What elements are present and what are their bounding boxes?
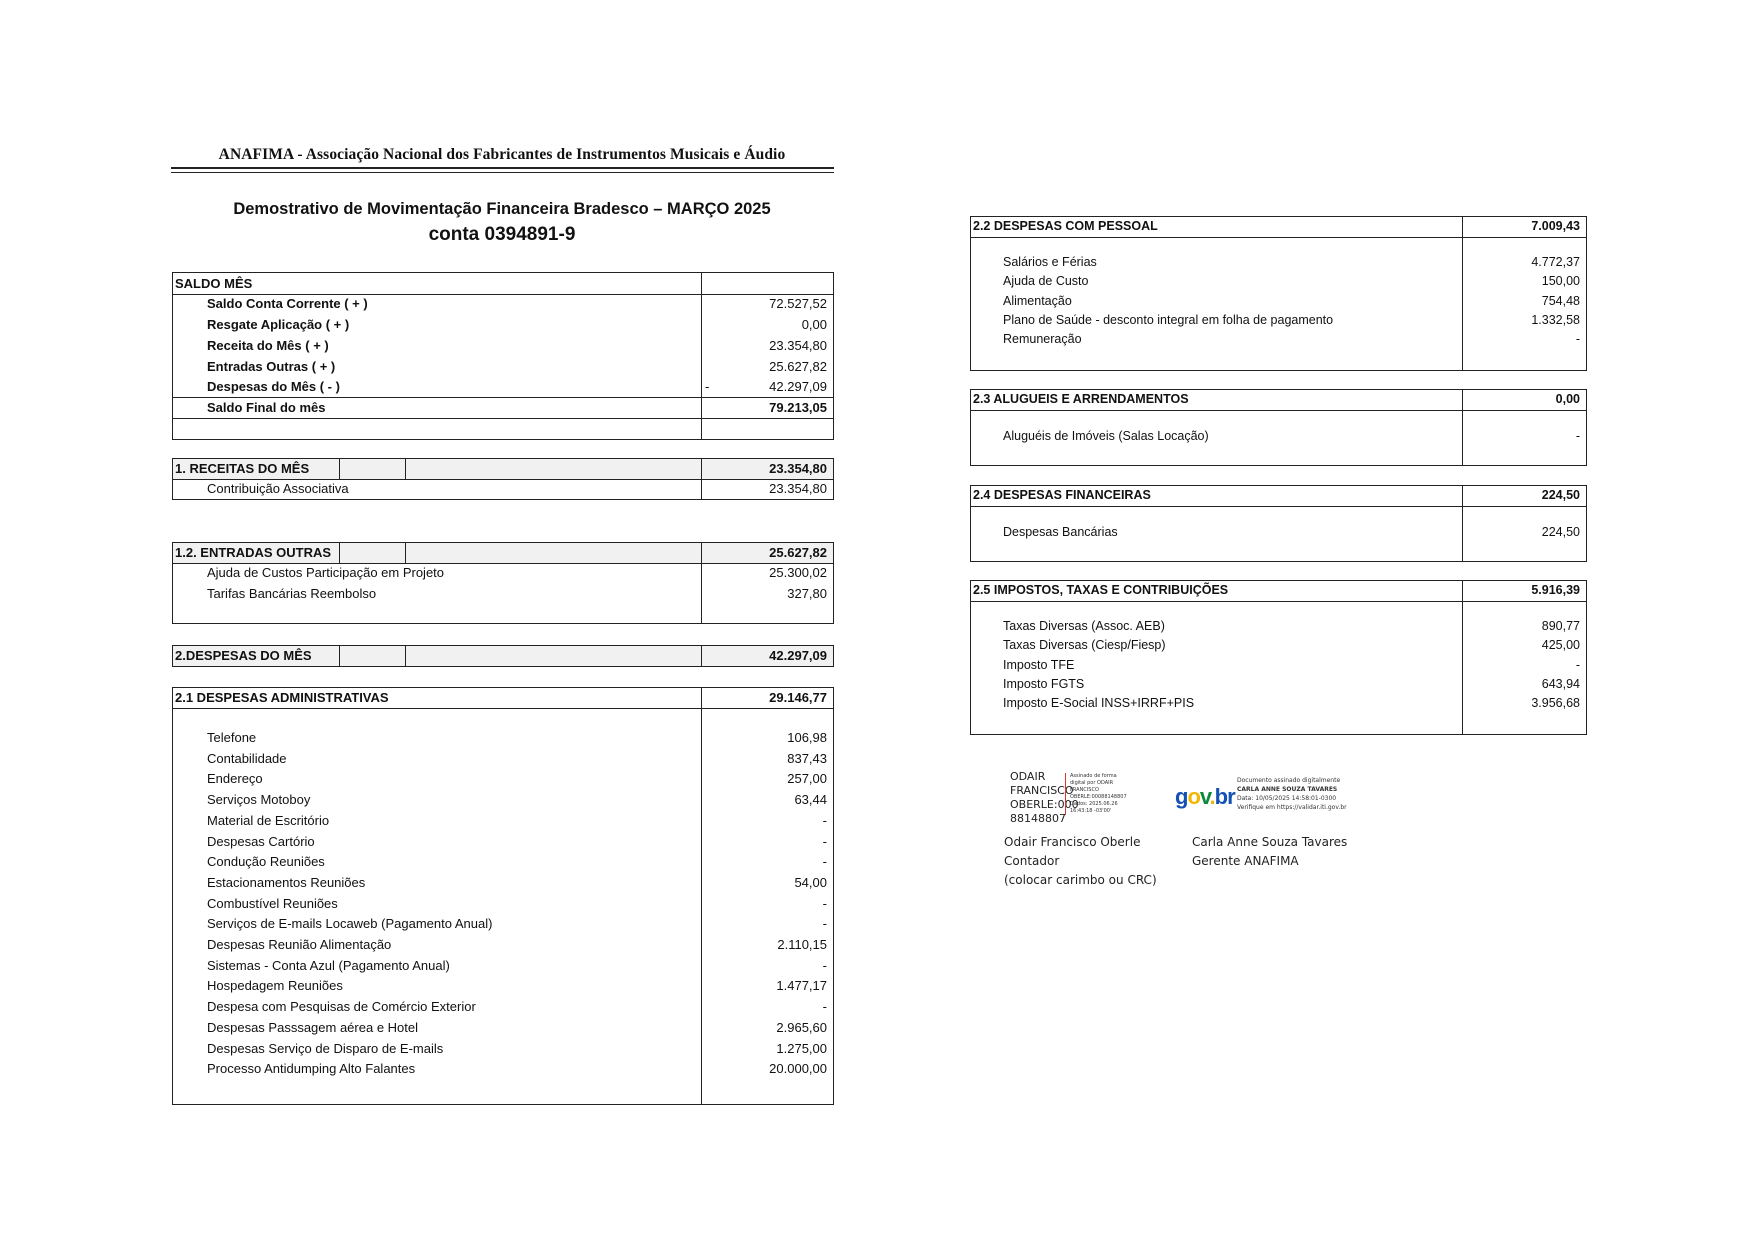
column-divider xyxy=(405,646,406,666)
admin-row-label: Despesas Passsagem aérea e Hotel xyxy=(207,1019,419,1035)
alugueis-table xyxy=(970,389,1587,466)
entradas-row-label: Ajuda de Custos Participação em Projeto xyxy=(207,565,445,580)
column-divider xyxy=(701,646,702,666)
admin-row-label: Despesas Cartório xyxy=(207,833,315,849)
admin-row-label: Estacionamentos Reuniões xyxy=(207,874,366,890)
admin-table xyxy=(172,687,834,1105)
admin-row xyxy=(173,854,833,874)
impostos-row-label: Imposto FGTS xyxy=(1003,676,1085,691)
pessoal-label: 2.2 DESPESAS COM PESSOAL xyxy=(973,219,1158,233)
admin-row-label: Sistemas - Conta Azul (Pagamento Anual) xyxy=(207,957,450,973)
pessoal-row-label: Remuneração xyxy=(1003,332,1082,347)
saldo-row-value: 23.354,80 xyxy=(769,338,827,353)
admin-row xyxy=(173,1041,833,1061)
pessoal-row-label: Alimentação xyxy=(1003,293,1072,308)
impostos-table xyxy=(970,580,1587,735)
alugueis-label: 2.3 ALUGUEIS E ARRENDAMENTOS xyxy=(973,392,1189,406)
stamp1-name: ODAIR FRANCISCO OBERLE:000 88148807 xyxy=(1010,770,1079,825)
impostos-total: 5.916,39 xyxy=(1531,583,1580,597)
financeiras-header xyxy=(971,486,1586,507)
stamp2-details: Documento assinado digitalmente CARLA ANNE SOUZA TAVARES Data: 10/05/2025 14:58:01-0300 Verifique em https://validar.iti.gov.br xyxy=(1237,777,1347,811)
admin-row-value: - xyxy=(822,854,827,870)
column-divider xyxy=(339,543,340,563)
impostos-row-value: - xyxy=(1575,657,1580,672)
saldo-row-label: Despesas do Mês ( - ) xyxy=(207,379,340,394)
impostos-row-label: Taxas Diversas (Ciesp/Fiesp) xyxy=(1003,638,1166,653)
signer-right-role: Gerente ANAFIMA xyxy=(1192,854,1299,868)
admin-row-label: Despesas Serviço de Disparo de E-mails xyxy=(207,1040,444,1056)
financeiras-label: 2.4 DESPESAS FINANCEIRAS xyxy=(973,488,1151,502)
saldo-row-label: Entradas Outras ( + ) xyxy=(207,359,336,374)
alugueis-row-label: Aluguéis de Imóveis (Salas Locação) xyxy=(1003,429,1209,443)
despesas-total: 42.297,09 xyxy=(769,648,827,663)
saldo-row-label: Saldo Conta Corrente ( + ) xyxy=(207,296,368,311)
entradas-header xyxy=(173,543,833,564)
admin-row-value: 1.275,00 xyxy=(776,1040,827,1056)
admin-row xyxy=(173,1061,833,1081)
admin-row-label: Serviços Motoboy xyxy=(207,792,311,808)
admin-row xyxy=(173,978,833,998)
pessoal-row-value: 150,00 xyxy=(1541,274,1580,289)
admin-row-label: Material de Escritório xyxy=(207,812,330,828)
column-divider xyxy=(405,459,406,479)
saldo-final-value: 79.213,05 xyxy=(769,400,827,415)
impostos-label: 2.5 IMPOSTOS, TAXAS E CONTRIBUIÇÕES xyxy=(973,583,1229,597)
saldo-row-value: 72.527,52 xyxy=(769,296,827,311)
admin-row xyxy=(173,958,833,978)
pessoal-row xyxy=(971,255,1586,275)
signer-left-note: (colocar carimbo ou CRC) xyxy=(1004,873,1157,887)
receitas-header xyxy=(173,459,833,480)
signer-left-name: Odair Francisco Oberle xyxy=(1004,835,1141,849)
receitas-table xyxy=(172,458,834,500)
admin-total: 29.146,77 xyxy=(769,690,827,705)
impostos-row-value: 3.956,68 xyxy=(1531,696,1580,711)
column-divider xyxy=(339,459,340,479)
admin-row-value: 63,44 xyxy=(794,792,827,808)
saldo-row-value: 25.627,82 xyxy=(769,359,827,374)
admin-row-value: 106,98 xyxy=(787,730,827,745)
impostos-row xyxy=(971,696,1586,716)
impostos-row-label: Imposto TFE xyxy=(1003,657,1075,672)
pessoal-row-value: 4.772,37 xyxy=(1531,255,1580,269)
negative-sign: - xyxy=(705,379,710,394)
admin-row-value: 837,43 xyxy=(787,750,827,766)
header-rule-thick xyxy=(171,167,834,169)
alugueis-row-value: - xyxy=(1575,429,1580,443)
admin-row xyxy=(173,792,833,812)
saldo-table xyxy=(172,272,834,440)
stamp1-divider xyxy=(1065,773,1066,815)
impostos-row-value: 890,77 xyxy=(1541,619,1580,633)
admin-row-label: Hospedagem Reuniões xyxy=(207,978,343,994)
pessoal-row-label: Plano de Saúde - desconto integral em folha de pagamento xyxy=(1003,312,1334,327)
impostos-row-value: 643,94 xyxy=(1541,676,1580,691)
despesas-table xyxy=(172,645,834,667)
admin-row-value: - xyxy=(822,812,827,828)
financeiras-row-value: 224,50 xyxy=(1541,525,1580,539)
impostos-row xyxy=(971,619,1586,639)
admin-row xyxy=(173,916,833,936)
admin-row-value: 1.477,17 xyxy=(776,978,827,994)
pessoal-row xyxy=(971,274,1586,294)
stamp1-details: Assinado de forma digital por ODAIR FRANCISCO OBERLE:00088148807 Dados: 2025.06.26 16:43:18 -03'00' xyxy=(1070,773,1127,814)
column-divider xyxy=(1462,390,1463,465)
admin-label: 2.1 DESPESAS ADMINISTRATIVAS xyxy=(175,690,389,705)
pessoal-row-value: 754,48 xyxy=(1541,293,1580,308)
column-divider xyxy=(405,543,406,563)
entradas-table xyxy=(172,542,834,624)
entradas-row-value: 327,80 xyxy=(787,586,827,601)
column-divider xyxy=(1462,486,1463,561)
receitas-row-label: Contribuição Associativa xyxy=(207,481,349,496)
impostos-row xyxy=(971,658,1586,678)
admin-row-label: Contabilidade xyxy=(207,750,287,766)
admin-row xyxy=(173,937,833,957)
admin-row-label: Telefone xyxy=(207,730,257,745)
admin-row-label: Despesa com Pesquisas de Comércio Exterior xyxy=(207,999,476,1015)
row-divider xyxy=(173,418,833,419)
admin-row-label: Despesas Reunião Alimentação xyxy=(207,937,392,952)
admin-row xyxy=(173,813,833,833)
signer-left-role: Contador xyxy=(1004,854,1060,868)
alugueis-total: 0,00 xyxy=(1555,392,1580,406)
pessoal-table xyxy=(970,216,1587,371)
account-number: conta 0394891-9 xyxy=(428,224,576,245)
admin-row-value: 257,00 xyxy=(787,771,827,787)
pessoal-row xyxy=(971,313,1586,333)
impostos-row-value: 425,00 xyxy=(1541,638,1580,653)
saldo-row-label: Receita do Mês ( + ) xyxy=(207,338,329,353)
saldo-row-value: 42.297,09 xyxy=(769,379,827,394)
impostos-header xyxy=(971,581,1586,602)
admin-row-value: - xyxy=(822,895,827,911)
organization-title: ANAFIMA - Associação Nacional dos Fabricantes de Instrumentos Musicais e Áudio xyxy=(218,146,786,163)
impostos-row xyxy=(971,638,1586,658)
impostos-row-label: Imposto E-Social INSS+IRRF+PIS xyxy=(1003,696,1195,711)
receitas-label: 1. RECEITAS DO MÊS xyxy=(175,461,310,476)
row-divider xyxy=(173,397,833,398)
admin-row-value: 20.000,00 xyxy=(769,1061,827,1077)
admin-row xyxy=(173,875,833,895)
admin-row xyxy=(173,1020,833,1040)
pessoal-row xyxy=(971,294,1586,314)
financeiras-total: 224,50 xyxy=(1541,488,1580,502)
saldo-row-value: 0,00 xyxy=(801,317,827,332)
pessoal-row-label: Ajuda de Custo xyxy=(1003,274,1089,289)
admin-row-label: Serviços de E-mails Locaweb (Pagamento Anual) xyxy=(207,916,493,932)
pessoal-total: 7.009,43 xyxy=(1531,219,1580,233)
admin-row-value: 54,00 xyxy=(794,874,827,890)
saldo-row-label: Resgate Aplicação ( + ) xyxy=(207,317,350,332)
financeiras-row-label: Despesas Bancárias xyxy=(1003,525,1118,539)
admin-row-value: 2.965,60 xyxy=(776,1019,827,1035)
admin-row-value: - xyxy=(822,916,827,932)
signer-right-name: Carla Anne Souza Tavares xyxy=(1192,835,1348,849)
financeiras-table xyxy=(970,485,1587,562)
entradas-label: 1.2. ENTRADAS OUTRAS xyxy=(175,545,332,560)
pessoal-row-label: Salários e Férias xyxy=(1003,255,1097,269)
header-rule-thin xyxy=(171,172,834,173)
entradas-row-label: Tarifas Bancárias Reembolso xyxy=(207,586,377,601)
govbr-logo: gov.br xyxy=(1175,784,1235,809)
pessoal-row-value: 1.332,58 xyxy=(1531,312,1580,327)
saldo-final-label: Saldo Final do mês xyxy=(207,400,326,415)
column-divider xyxy=(339,646,340,666)
receitas-row-value: 23.354,80 xyxy=(769,481,827,496)
saldo-header xyxy=(173,273,833,295)
admin-row xyxy=(173,896,833,916)
entradas-total: 25.627,82 xyxy=(769,545,827,560)
admin-row-value: - xyxy=(822,957,827,973)
admin-row-label: Endereço xyxy=(207,771,263,787)
admin-row xyxy=(173,751,833,771)
entradas-row-value: 25.300,02 xyxy=(769,565,827,580)
admin-row-label: Combustível Reuniões xyxy=(207,895,338,911)
admin-row xyxy=(173,834,833,854)
pessoal-row xyxy=(971,332,1586,352)
saldo-label: SALDO MÊS xyxy=(175,276,253,291)
admin-row-label: Condução Reuniões xyxy=(207,854,325,870)
pessoal-row-value: - xyxy=(1575,332,1580,347)
admin-row-value: - xyxy=(822,999,827,1015)
admin-row xyxy=(173,771,833,791)
despesas-label: 2.DESPESAS DO MÊS xyxy=(175,648,312,663)
admin-row-value: - xyxy=(822,833,827,849)
admin-row xyxy=(173,730,833,750)
admin-row xyxy=(173,999,833,1019)
impostos-row-label: Taxas Diversas (Assoc. AEB) xyxy=(1003,619,1165,633)
admin-row-value: 2.110,15 xyxy=(777,937,827,952)
pessoal-header xyxy=(971,217,1586,238)
receitas-total: 23.354,80 xyxy=(769,461,827,476)
alugueis-header xyxy=(971,390,1586,411)
admin-header xyxy=(173,688,833,709)
impostos-row xyxy=(971,677,1586,697)
document-title: Demostrativo de Movimentação Financeira Bradesco – MARÇO 2025 xyxy=(233,200,771,218)
admin-row-label: Processo Antidumping Alto Falantes xyxy=(207,1061,416,1077)
